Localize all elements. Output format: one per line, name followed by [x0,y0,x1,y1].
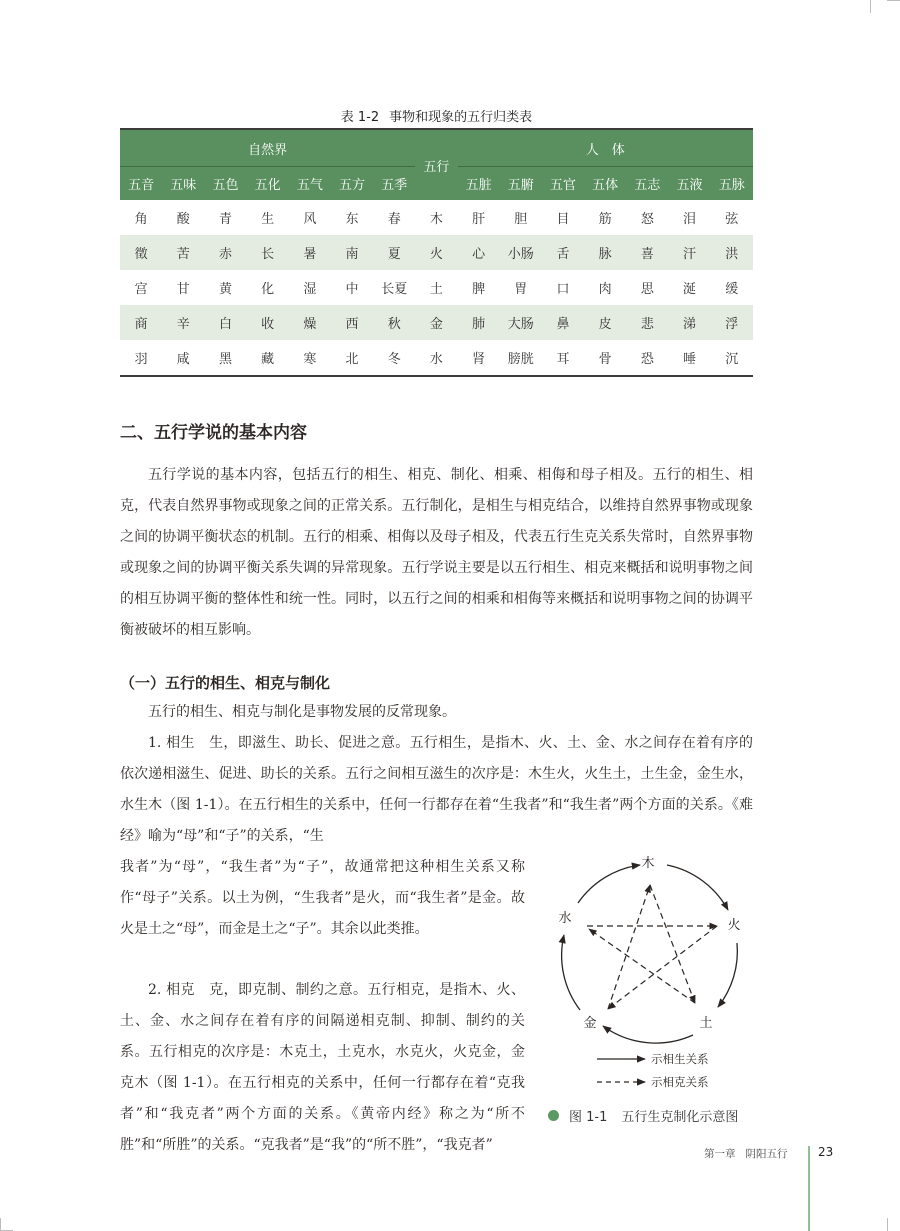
arrow-earth-to-metal [603,1026,693,1043]
figure-caption [548,1106,738,1125]
table-cell: 宫 [134,282,148,297]
legend [597,1052,709,1089]
table-cell: 胆 [514,212,528,227]
running-footer [704,1146,788,1161]
arrow-water-to-wood [578,865,640,903]
column-header: 五音 [120,167,162,201]
table-cell: 筋 [598,212,612,227]
legend-solid-label: 示相生关系 [651,1052,709,1066]
table-cell: 胃 [514,282,528,297]
table-cell: 夏 [373,235,415,270]
table-row [120,305,753,340]
table-cell: 口 [556,282,570,297]
table-cell: 白 [204,305,246,340]
table-cell: 辛 [162,305,204,340]
table-cell: 羽 [134,352,148,367]
table-cell: 汗 [668,235,710,270]
column-header: 五官 [542,167,584,201]
table-cell: 皮 [584,305,626,340]
table-cell: 舌 [542,235,584,270]
table-row [120,340,753,376]
arrow-earth-to-water [589,929,695,1003]
group-body: 人 体 [458,129,754,167]
table-cell: 脉 [584,235,626,270]
table-cell: 沉 [725,352,739,367]
table-cell: 南 [331,235,373,270]
table-row [120,235,753,270]
table-cell: 湿 [303,282,317,297]
table-cell: 浮 [711,305,753,340]
table-cell: 黄 [218,282,232,297]
table-cell: 大肠 [500,305,542,340]
table-cell: 黑 [218,352,232,367]
table-caption-number: 表 1-2 [340,110,380,125]
table-cell: 火 [415,235,457,270]
section-intro-paragraph: 五行学说的基本内容，包括五行的相生、相克、制化、相乘、相侮和母子相及。五行的相生、相克，代表自然界事物或现象之间的正常关系。五行制化，是相生与相克结合，以维持自然界事物或现象之间的协调平衡状态的机制。五行的相乘、相侮以及母子相及，代表五行生克关系失常时，自然界事物或现象之间的协调平衡关系失调的异常现象。五行学说主要是以五行相生、相克来概括和说明事物之间的相互协调平衡的整体性和统一性。同时，以五行之间的相乘和相侮等来概括和说明事物之间的协调平衡被破坏的相互影响。 [120,467,753,638]
table-cell: 心 [458,235,500,270]
figure-caption-number: 图 1-1 [569,1110,608,1125]
table-cell: 寒 [303,352,317,367]
figure-caption-title: 五行生克制化示意图 [621,1110,739,1125]
column-header: 五色 [204,167,246,201]
table-cell: 悲 [626,305,668,340]
footer-divider [808,1146,810,1231]
column-header: 五化 [247,167,289,201]
table-cell: 喜 [626,235,668,270]
table-cell: 水 [429,352,443,367]
footer-chapter-title: 阴阳五行 [745,1148,788,1160]
arrow-wood-to-fire [667,865,728,910]
table-cell: 酸 [176,212,190,227]
five-elements-table [120,128,753,377]
crop-mark-bottom-right [887,1218,888,1231]
column-header: 五液 [668,167,710,201]
table-cell: 北 [345,352,359,367]
table-cell: 风 [303,212,317,227]
arrow-metal-to-wood [608,885,650,1009]
table-cell: 小肠 [500,235,542,270]
table-caption-title: 事物和现象的五行归类表 [389,110,533,125]
table-cell: 甘 [176,282,190,297]
five-elements-diagram [545,845,760,1099]
node-earth: 土 [699,1016,713,1031]
table-cell: 土 [429,282,443,297]
table-cell: 中 [345,282,359,297]
table-cell: 洪 [711,235,753,270]
table-cell: 长 [247,235,289,270]
table-cell: 暑 [289,235,331,270]
table-cell: 木 [429,212,443,227]
table-cell: 脾 [472,282,486,297]
table-cell: 鼻 [542,305,584,340]
table-caption [120,106,753,125]
column-header: 五腑 [500,167,542,201]
table-cell: 化 [261,282,275,297]
table-cell: 肺 [458,305,500,340]
subsection-lead-paragraph: 五行的相生、相克与制化是事物发展的反常现象。 [148,704,456,720]
table-cell: 燥 [289,305,331,340]
page-number: 23 [818,1145,834,1159]
xiangsheng-paragraph: 1. 相生 生，即滋生、助长、促进之意。五行相生，是指木、火、土、金、水之间存在着有序的依次递相滋生、促进、助长的关系。五行之间相互滋生的次序是：木生火，火生土，土生金，金生水，水生木（图 1-1）。在五行相生的关系中，任何一行都存在着“生我者”和“我生者”两个方面的关系。《难经》喻为“母”和“子”的关系，“生 [120,735,753,844]
table-cell: 思 [640,282,654,297]
column-header: 五气 [289,167,331,201]
arrow-fire-to-earth [718,943,737,1007]
table-cell: 目 [556,212,570,227]
table-cell: 苦 [162,235,204,270]
table-cell: 冬 [387,352,401,367]
table-cell: 秋 [373,305,415,340]
footer-chapter-number: 第一章 [704,1148,736,1160]
table-cell: 东 [345,212,359,227]
table-cell: 长夏 [381,282,408,297]
column-header: 五方 [331,167,373,201]
table-cell: 涕 [668,305,710,340]
table-cell: 赤 [204,235,246,270]
table-cell: 怒 [640,212,654,227]
subsection-title: （一）五行的相生、相克与制化 [120,674,331,692]
table-cell: 缓 [725,282,739,297]
table-cell: 生 [261,212,275,227]
arrow-metal-to-water [562,935,580,1010]
group-nature: 自然界 [120,129,415,167]
column-header: 五脉 [711,167,753,201]
node-wood: 木 [641,856,655,871]
legend-dashed-label: 示相克关系 [651,1075,709,1089]
table-cell: 徵 [120,235,162,270]
arrow-fire-to-metal [608,926,717,1009]
table-cell: 春 [387,212,401,227]
figure-bullet-icon [548,1110,559,1121]
table-cell: 角 [134,212,148,227]
table-cell: 膀胱 [507,352,534,367]
table-cell: 恐 [640,352,654,367]
table-cell: 肾 [472,352,486,367]
column-header: 五体 [584,167,626,201]
table-cell: 弦 [725,212,739,227]
crop-mark-top-right-h [887,0,900,1]
column-header: 五脏 [458,167,500,201]
table-row [120,270,753,305]
table-cell: 藏 [261,352,275,367]
table-cell: 西 [331,305,373,340]
column-header: 五志 [626,167,668,201]
arrow-wood-to-earth [650,885,695,1003]
table-cell: 咸 [176,352,190,367]
column-header: 五味 [162,167,204,201]
table-cell: 唾 [683,352,697,367]
table-cell: 泪 [683,212,697,227]
restricting-cycle-arrows [587,885,717,1009]
xiangke-paragraph: 2. 相克 克，即克制、制约之意。五行相克，是指木、火、土、金、水之间存在着有序的间隔递相克制、抑制、制约的关系。五行相克的次序是：木克土，土克水，水克火，火克金，金克木（图 1-1）。在五行相克的关系中，任何一行都存在着“克我者”和“我克者”两个方面的关系。《黄帝内经》称之为“所不胜”和“所胜”的关系。“克我者”是“我”的“所不胜”，“我克者” [120,982,525,1153]
node-fire: 火 [727,918,741,933]
column-header: 五季 [373,167,415,201]
table-cell: 收 [247,305,289,340]
xiangsheng-paragraph-continued: 我者”为“母”，“我生者”为“子”，故通常把这种相生关系又称作“母子”关系。以土为例，“生我者”是火，而“我生者”是金。故火是土之“母”，而金是土之“子”。其余以此类推。 [120,859,525,937]
column-wuxing: 五行 [415,129,457,200]
table-cell: 骨 [598,352,612,367]
crop-mark-top-right [870,0,871,13]
table-cell: 肉 [598,282,612,297]
table-cell: 耳 [556,352,570,367]
table-cell: 金 [415,305,457,340]
node-metal: 金 [583,1016,597,1031]
table-cell: 肝 [472,212,486,227]
table-cell: 青 [218,212,232,227]
node-water: 水 [558,911,572,926]
section-title: 二、五行学说的基本内容 [120,423,307,443]
table-row [120,200,753,235]
table-cell: 涎 [683,282,697,297]
table-cell: 商 [120,305,162,340]
